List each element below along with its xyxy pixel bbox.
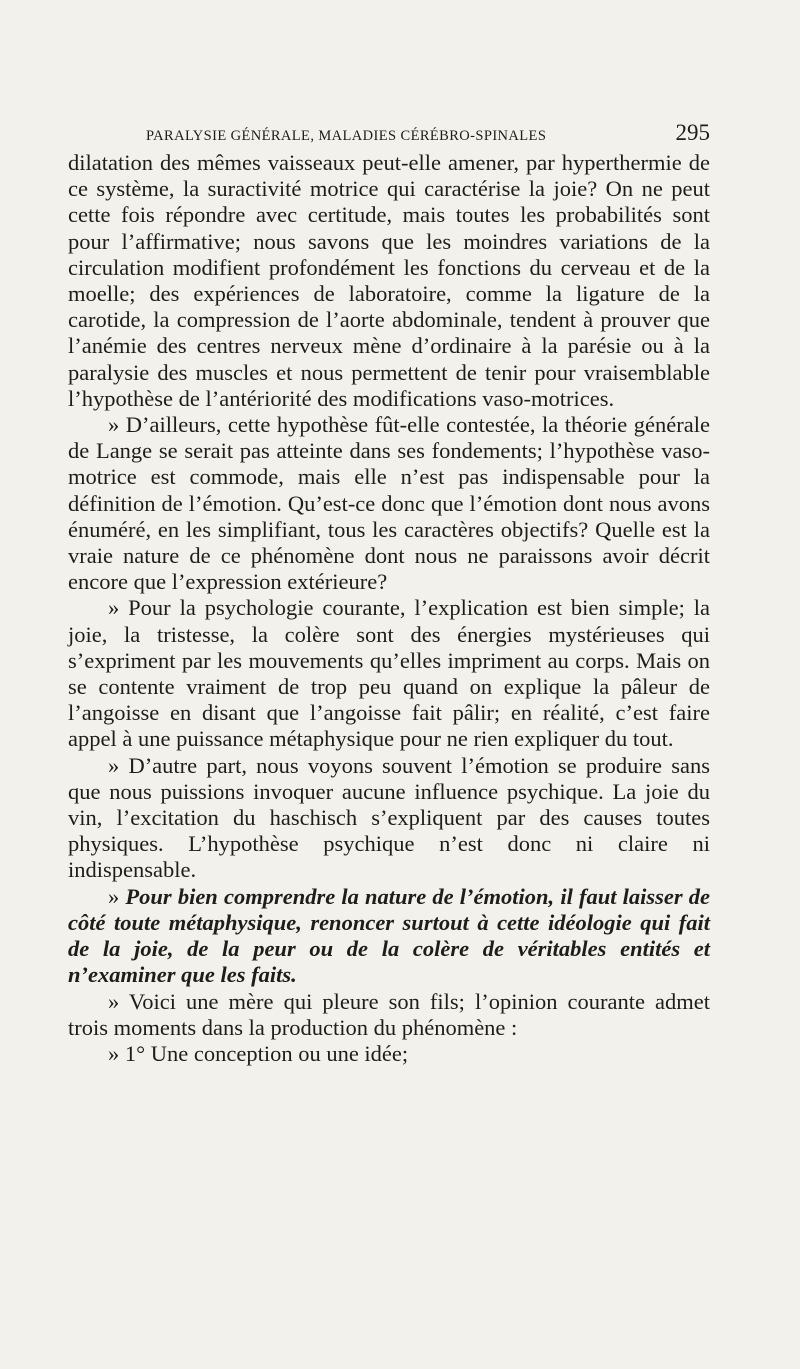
paragraph: » D’ailleurs, cette hypothèse fût-elle contestée, la théorie générale de Lange se serait pas atteinte dans ses fondements; l’hypothèse vaso-motrice est commode, mais elle n’est pas indispensable pour la définition de l’émotion. Qu’est-ce donc que l’émotion dont nous avons énuméré, en les simplifiant, tous les caractères objectifs? Quelle est la vraie nature de ce phénomène dont nous ne paraissons avoir décrit encore que l’expression extérieure? [68,412,710,595]
page-number: 295 [675,120,710,145]
page-header [68,116,710,146]
running-title: PARALYSIE GÉNÉRALE, MALADIES CÉRÉBRO-SPINALES [146,128,547,144]
paragraph: dilatation des mêmes vaisseaux peut-elle amener, par hyperthermie de ce système, la suractivité motrice qui caractérise la joie? On ne peut cette fois répondre avec certitude, mais toutes les probabilités sont pour l’affirmative; nous savons que les moindres variations de la circulation modifient profondément les fonctions du cerveau et de la moelle; des expériences de laboratoire, comme la ligature de la carotide, la compression de l’aorte abdominale, tendent à prouver que l’anémie des centres nerveux mène d’ordinaire à la parésie ou à la paralysie des muscles et nous permettent de tenir pour vraisemblable l’hypothèse de l’antériorité des modifications vaso-motrices. [68,150,710,411]
italic-text: Pour bien comprendre la nature de l’émotion, il faut laisser de côté toute métaphysique, renoncer surtout à cette idéologie qui fait de la joie, de la peur ou de la colère de véritables entités et n’examiner que les faits. [68,883,711,988]
paragraph: » Voici une mère qui pleure son fils; l’opinion courante admet trois moments dans la production du phénomène : [68,988,710,1040]
paragraph: » Pour la psychologie courante, l’explication est bien simple; la joie, la tristesse, la colère sont des énergies mystérieuses qui s’expriment par les mouvements qu’elles impriment au corps. Mais on se contente vraiment de trop peu quand on explique la pâleur de l’angoisse en disant que l’angoisse fait pâlir; en réalité, c’est faire appel à une puissance métaphysique pour ne rien expliquer du tout. [68,595,710,752]
paragraph: » D’autre part, nous voyons souvent l’émotion se produire sans que nous puissions invoquer aucune influence psychique. La joie du vin, l’excitation du haschisch s’expliquent par des causes toutes physiques. L’hypothèse psychique n’est donc ni claire ni indispensable. [68,752,710,883]
body-text [68,150,710,1067]
paragraph: » 1° Une conception ou une idée; [108,1040,409,1066]
paragraph-prefix: » [108,883,126,909]
paragraph-italic [68,884,710,989]
